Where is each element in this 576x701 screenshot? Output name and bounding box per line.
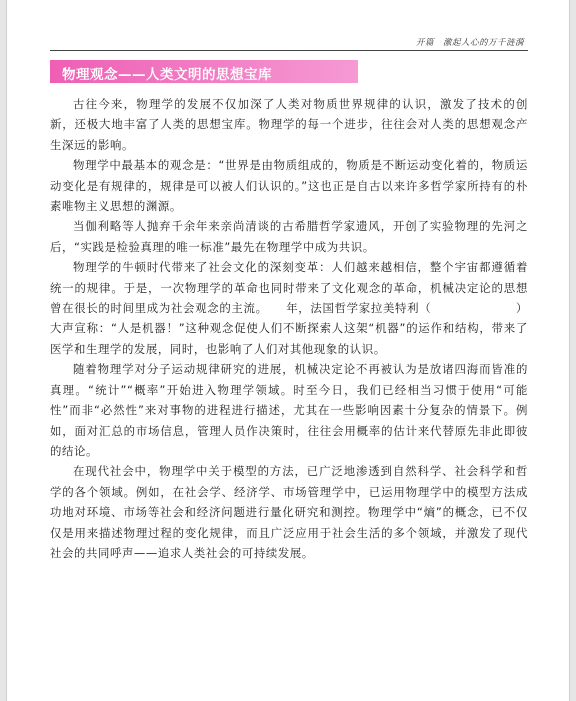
paragraph: 随着物理学对分子运动规律研究的进展，机械决定论不再被认为是放诸四海而皆准的真理。“统计”“概率”开始进入物理学领域。时至今日，我们已经相当习惯于使用“可能性”而非“必然性”来对事物的进程进行描述，尤其在一些影响因素十分复杂的情景下。例如，面对汇总的市场信息，管理人员作决策时，往往会用概率的估计来代替原先非此即彼的结论。 (50, 362, 528, 458)
page-left-border (0, 0, 7, 701)
paragraph: 古往今来，物理学的发展不仅加深了人类对物质世界规律的认识，激发了技术的创新，还极大地丰富了人类的思想宝库。物理学的每一个进步，往往会对人类的思想观念产生深远的影响。 (50, 97, 528, 152)
paragraph: 物理学的牛顿时代带来了社会文化的深刻变革：人们越来越相信，整个宇宙都遵循着统一的规律。于是，一次物理学的革命也同时带来了文化观念的革命，机械决定论的思想曾在很长的时间里成为社会观念的主流。 年，法国哲学家拉美特利（ ）大声宣称：“人是机器！”这种观念促使人们不断探索人这架“机器”的运作和结构，带来了医学和生理学的发展，同时，也影响了人们对其他现象的认识。 (50, 260, 528, 356)
running-header-title: 开篇 激起人心的万千涟漪 (415, 38, 524, 48)
section-title: 物理观念——人类文明的思想宝库 (62, 67, 272, 83)
paragraph: 物理学中最基本的观念是：“世界是由物质组成的，物质是不断运动变化着的，物质运动变化是有规律的，规律是可以被人们认识的。”这也正是自古以来许多哲学家所持有的朴素唯物主义思想的渊源。 (50, 158, 528, 214)
paragraph: 在现代社会中，物理学中关于模型的方法，已广泛地渗透到自然科学、社会科学和哲学的各个领域。例如，在社会学、经济学、市场管理学中，已运用物理学中的模型方法成功地对环境、市场等社会和经济问题进行量化研究和测控。物理学中“熵”的概念，已不仅仅是用来描述物理过程的变化规律，而且广泛应用于社会生活的多个领域，并激发了现代社会的共同呼声——追求人类社会的可持续发展。 (50, 464, 528, 560)
section-title-bar (50, 60, 358, 83)
page-right-border (569, 0, 576, 701)
body-text (50, 94, 528, 563)
paragraph: 当伽利略等人抛弃千余年来亲尚清谈的古希腊哲学家遗风，开创了实验物理的先河之后，“实践是检验真理的唯一标准”最先在物理学中成为共识。 (50, 219, 528, 254)
running-header (50, 36, 528, 51)
